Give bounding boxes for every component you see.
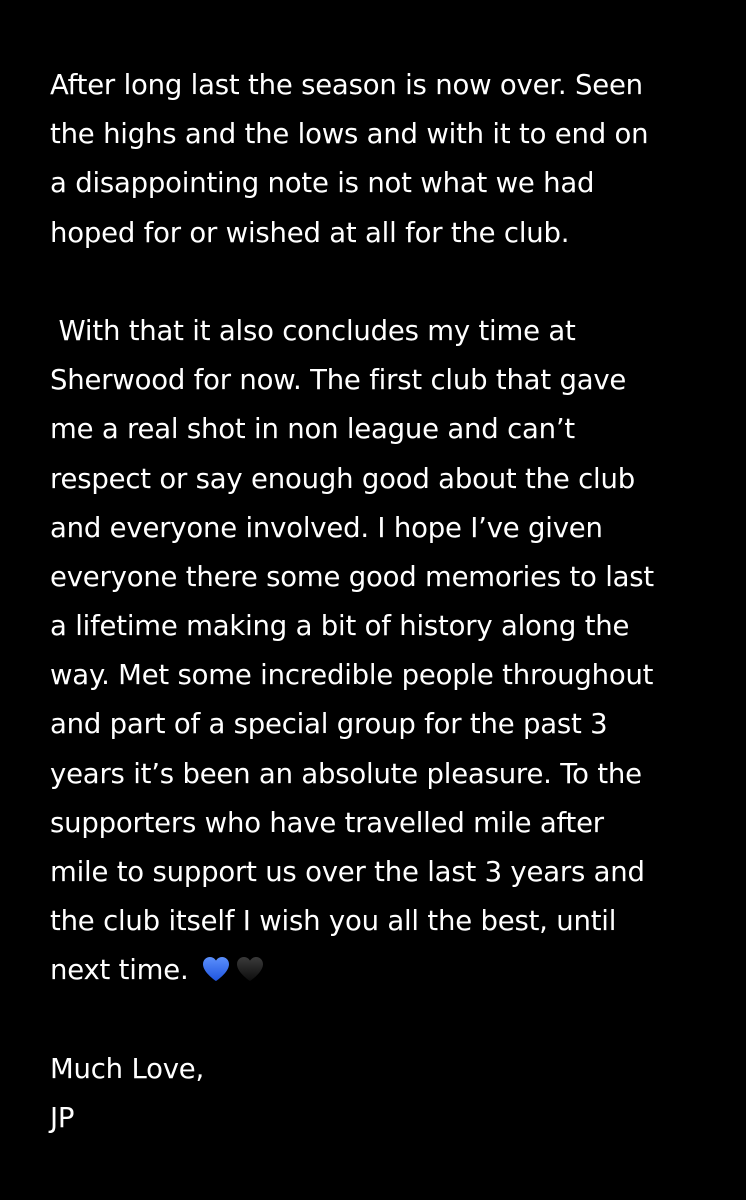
text-line: supporters who have travelled mile after [50, 806, 604, 839]
text-line: me a real shot in non league and can’t [50, 413, 575, 446]
text-line: a lifetime making a bit of history along the [50, 610, 630, 643]
text-line: everyone there some good memories to last [50, 560, 655, 593]
text-line: With that it also concludes my time at [50, 314, 576, 347]
text-line: and part of a special group for the past 3 [50, 708, 608, 741]
text-line: and everyone involved. I hope I’ve given [50, 511, 603, 544]
text-line: hoped for or wished at all for the club. [50, 216, 570, 249]
text-line: the highs and the lows and with it to end on [50, 118, 649, 151]
blue-heart-icon [201, 955, 231, 983]
text-line: mile to support us over the last 3 years and [50, 856, 645, 888]
text-line: the club itself I wish you all the best, until [50, 905, 617, 938]
closing-line [50, 946, 730, 995]
text-line: After long last the season is now over. Seen [50, 69, 643, 101]
text-line: years it’s been an absolute pleasure. To the [50, 757, 642, 790]
paragraph-spacer [50, 996, 730, 1045]
closing-text: next time. [50, 954, 198, 987]
paragraph-2 [50, 307, 730, 996]
paragraph-spacer [50, 258, 730, 307]
text-line: Sherwood for now. The first club that gave [50, 364, 627, 397]
signature-text: JP [50, 1101, 75, 1134]
black-heart-icon [235, 955, 265, 983]
paragraph-1 [50, 61, 730, 258]
text-line: respect or say enough good about the club [50, 462, 635, 495]
note-body [50, 61, 730, 1143]
text-line: way. Met some incredible people throughout [50, 659, 654, 692]
signoff-text: Much Love, [50, 1052, 205, 1085]
text-line: a disappointing note is not what we had [50, 167, 595, 200]
